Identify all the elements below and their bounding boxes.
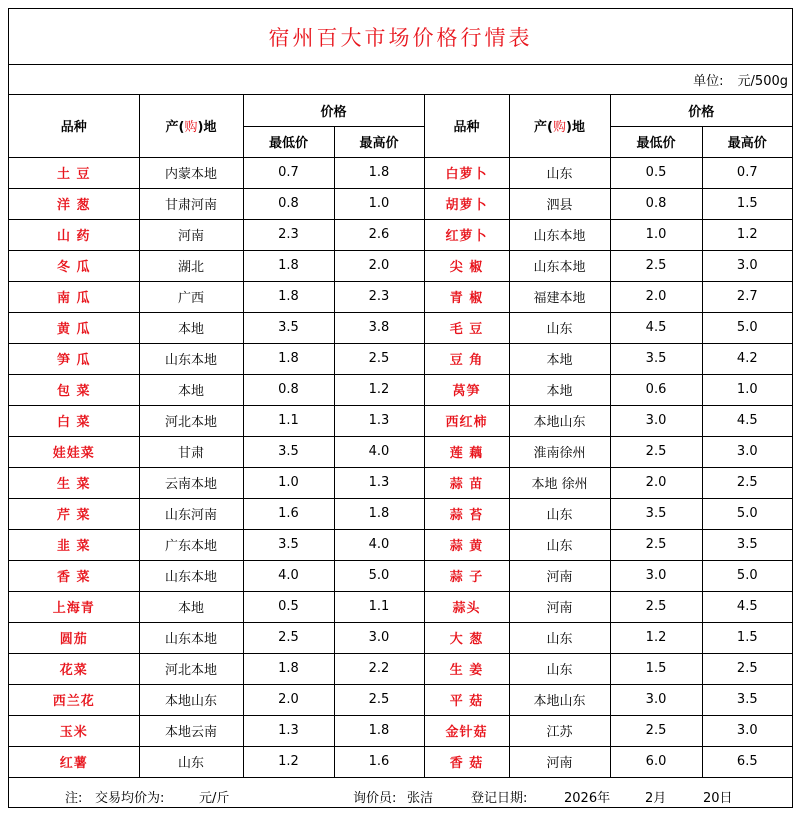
right-min-price-cell: 0.8 xyxy=(610,188,702,219)
left-min-price-cell: 3.5 xyxy=(243,436,334,467)
right-origin-cell: 山东 xyxy=(509,157,610,188)
left-name-cell: 洋 葱 xyxy=(9,188,139,219)
left-min-price-cell: 1.6 xyxy=(243,498,334,529)
right-name-cell: 蒜 苗 xyxy=(424,467,509,498)
left-origin-cell: 本地 xyxy=(139,374,243,405)
price-sheet xyxy=(8,8,793,808)
right-max-price-cell: 2.5 xyxy=(702,653,792,684)
table-row xyxy=(9,374,792,405)
header-name-left: 品种 xyxy=(9,95,139,157)
right-name-cell: 莴笋 xyxy=(424,374,509,405)
header-max-left: 最高价 xyxy=(334,126,424,157)
left-origin-cell: 山东本地 xyxy=(139,560,243,591)
right-name-cell: 蒜 子 xyxy=(424,560,509,591)
left-name-cell: 黄 瓜 xyxy=(9,312,139,343)
left-origin-cell: 河北本地 xyxy=(139,653,243,684)
price-table xyxy=(9,95,792,778)
right-name-cell: 毛 豆 xyxy=(424,312,509,343)
table-row xyxy=(9,591,792,622)
left-min-price-cell: 3.5 xyxy=(243,529,334,560)
right-origin-cell: 山东 xyxy=(509,653,610,684)
left-origin-cell: 山东 xyxy=(139,746,243,777)
right-origin-cell: 泗县 xyxy=(509,188,610,219)
right-max-price-cell: 3.0 xyxy=(702,715,792,746)
right-origin-cell: 本地 xyxy=(509,374,610,405)
right-name-cell: 蒜 黄 xyxy=(424,529,509,560)
left-name-cell: 花菜 xyxy=(9,653,139,684)
right-origin-cell: 本地山东 xyxy=(509,405,610,436)
left-min-price-cell: 1.0 xyxy=(243,467,334,498)
right-min-price-cell: 2.5 xyxy=(610,436,702,467)
left-max-price-cell: 2.5 xyxy=(334,684,424,715)
left-origin-cell: 本地云南 xyxy=(139,715,243,746)
left-min-price-cell: 1.8 xyxy=(243,653,334,684)
right-origin-cell: 福建本地 xyxy=(509,281,610,312)
left-max-price-cell: 4.0 xyxy=(334,529,424,560)
right-max-price-cell: 1.5 xyxy=(702,622,792,653)
left-min-price-cell: 0.5 xyxy=(243,591,334,622)
right-origin-cell: 山东 xyxy=(509,529,610,560)
right-name-cell: 尖 椒 xyxy=(424,250,509,281)
left-name-cell: 包 菜 xyxy=(9,374,139,405)
right-max-price-cell: 0.7 xyxy=(702,157,792,188)
right-max-price-cell: 3.0 xyxy=(702,250,792,281)
right-name-cell: 白萝卜 xyxy=(424,157,509,188)
table-row xyxy=(9,436,792,467)
footer-year: 2026年 xyxy=(564,791,611,806)
right-name-cell: 金针菇 xyxy=(424,715,509,746)
table-row xyxy=(9,622,792,653)
right-origin-cell: 本地山东 xyxy=(509,684,610,715)
left-max-price-cell: 4.0 xyxy=(334,436,424,467)
left-origin-cell: 湖北 xyxy=(139,250,243,281)
left-origin-cell: 云南本地 xyxy=(139,467,243,498)
right-name-cell: 大 葱 xyxy=(424,622,509,653)
table-row xyxy=(9,560,792,591)
right-min-price-cell: 3.5 xyxy=(610,498,702,529)
left-max-price-cell: 2.6 xyxy=(334,219,424,250)
right-max-price-cell: 3.5 xyxy=(702,684,792,715)
left-max-price-cell: 1.8 xyxy=(334,157,424,188)
left-max-price-cell: 1.6 xyxy=(334,746,424,777)
sheet-title: 宿州百大市场价格行情表 xyxy=(9,9,792,65)
left-max-price-cell: 3.8 xyxy=(334,312,424,343)
left-origin-cell: 广东本地 xyxy=(139,529,243,560)
right-name-cell: 蒜 苔 xyxy=(424,498,509,529)
right-min-price-cell: 1.2 xyxy=(610,622,702,653)
left-origin-cell: 内蒙本地 xyxy=(139,157,243,188)
right-min-price-cell: 0.6 xyxy=(610,374,702,405)
left-name-cell: 玉米 xyxy=(9,715,139,746)
left-max-price-cell: 1.2 xyxy=(334,374,424,405)
table-row xyxy=(9,653,792,684)
right-min-price-cell: 6.0 xyxy=(610,746,702,777)
right-max-price-cell: 5.0 xyxy=(702,560,792,591)
right-origin-cell: 本地 xyxy=(509,343,610,374)
left-max-price-cell: 5.0 xyxy=(334,560,424,591)
right-max-price-cell: 6.5 xyxy=(702,746,792,777)
right-origin-cell: 河南 xyxy=(509,591,610,622)
right-origin-cell: 本地 徐州 xyxy=(509,467,610,498)
footer-month: 2月 xyxy=(645,791,667,806)
unit-label: 单位: xyxy=(693,74,724,89)
footer-note-label: 注: xyxy=(65,791,83,806)
footer-inquirer-name: 张洁 xyxy=(407,791,434,806)
left-name-cell: 西兰花 xyxy=(9,684,139,715)
left-max-price-cell: 1.3 xyxy=(334,467,424,498)
header-max-right: 最高价 xyxy=(702,126,792,157)
right-name-cell: 生 姜 xyxy=(424,653,509,684)
right-min-price-cell: 2.5 xyxy=(610,591,702,622)
table-row xyxy=(9,312,792,343)
table-row xyxy=(9,250,792,281)
left-max-price-cell: 1.8 xyxy=(334,715,424,746)
table-row xyxy=(9,188,792,219)
right-origin-cell: 河南 xyxy=(509,746,610,777)
left-origin-cell: 河南 xyxy=(139,219,243,250)
right-max-price-cell: 1.2 xyxy=(702,219,792,250)
right-max-price-cell: 2.7 xyxy=(702,281,792,312)
header-price-right: 价格 xyxy=(610,95,792,126)
left-origin-cell: 山东本地 xyxy=(139,343,243,374)
left-min-price-cell: 0.7 xyxy=(243,157,334,188)
left-name-cell: 白 菜 xyxy=(9,405,139,436)
table-row xyxy=(9,684,792,715)
left-min-price-cell: 1.2 xyxy=(243,746,334,777)
left-max-price-cell: 1.0 xyxy=(334,188,424,219)
left-origin-cell: 甘肃 xyxy=(139,436,243,467)
right-name-cell: 香 菇 xyxy=(424,746,509,777)
left-origin-cell: 本地 xyxy=(139,312,243,343)
left-origin-cell: 本地 xyxy=(139,591,243,622)
table-row xyxy=(9,715,792,746)
right-origin-cell: 山东 xyxy=(509,312,610,343)
table-row xyxy=(9,219,792,250)
right-name-cell: 平 菇 xyxy=(424,684,509,715)
left-name-cell: 香 菜 xyxy=(9,560,139,591)
left-min-price-cell: 2.3 xyxy=(243,219,334,250)
footer-date-label: 登记日期: xyxy=(471,791,528,806)
right-min-price-cell: 2.0 xyxy=(610,467,702,498)
right-min-price-cell: 1.5 xyxy=(610,653,702,684)
right-name-cell: 莲 藕 xyxy=(424,436,509,467)
left-max-price-cell: 3.0 xyxy=(334,622,424,653)
table-row xyxy=(9,498,792,529)
right-min-price-cell: 3.5 xyxy=(610,343,702,374)
footer-avg-unit: 元/斤 xyxy=(199,791,230,806)
left-name-cell: 生 菜 xyxy=(9,467,139,498)
right-name-cell: 西红柿 xyxy=(424,405,509,436)
left-name-cell: 红薯 xyxy=(9,746,139,777)
left-name-cell: 南 瓜 xyxy=(9,281,139,312)
left-name-cell: 土 豆 xyxy=(9,157,139,188)
right-name-cell: 豆 角 xyxy=(424,343,509,374)
table-row xyxy=(9,467,792,498)
right-min-price-cell: 3.0 xyxy=(610,405,702,436)
header-origin-right: 产(购)地 xyxy=(509,95,610,157)
right-max-price-cell: 4.2 xyxy=(702,343,792,374)
footer xyxy=(9,781,792,808)
left-name-cell: 韭 菜 xyxy=(9,529,139,560)
left-max-price-cell: 2.0 xyxy=(334,250,424,281)
left-name-cell: 芹 菜 xyxy=(9,498,139,529)
unit-value: 元/500g xyxy=(737,74,788,89)
right-origin-cell: 江苏 xyxy=(509,715,610,746)
left-min-price-cell: 1.1 xyxy=(243,405,334,436)
footer-day: 20日 xyxy=(703,791,733,806)
right-name-cell: 青 椒 xyxy=(424,281,509,312)
table-row xyxy=(9,405,792,436)
left-min-price-cell: 1.3 xyxy=(243,715,334,746)
left-min-price-cell: 0.8 xyxy=(243,374,334,405)
header-min-left: 最低价 xyxy=(243,126,334,157)
footer-avg-label: 交易均价为: xyxy=(95,791,165,806)
table-row xyxy=(9,157,792,188)
left-max-price-cell: 2.5 xyxy=(334,343,424,374)
right-max-price-cell: 3.0 xyxy=(702,436,792,467)
left-max-price-cell: 2.2 xyxy=(334,653,424,684)
right-max-price-cell: 5.0 xyxy=(702,312,792,343)
left-name-cell: 山 药 xyxy=(9,219,139,250)
left-min-price-cell: 1.8 xyxy=(243,250,334,281)
right-name-cell: 红萝卜 xyxy=(424,219,509,250)
table-row xyxy=(9,746,792,777)
table-row xyxy=(9,281,792,312)
right-max-price-cell: 4.5 xyxy=(702,405,792,436)
right-min-price-cell: 3.0 xyxy=(610,684,702,715)
right-max-price-cell: 5.0 xyxy=(702,498,792,529)
left-name-cell: 笋 瓜 xyxy=(9,343,139,374)
right-min-price-cell: 0.5 xyxy=(610,157,702,188)
right-max-price-cell: 2.5 xyxy=(702,467,792,498)
header-min-right: 最低价 xyxy=(610,126,702,157)
left-min-price-cell: 2.0 xyxy=(243,684,334,715)
right-origin-cell: 淮南徐州 xyxy=(509,436,610,467)
unit-row xyxy=(9,65,792,95)
right-max-price-cell: 3.5 xyxy=(702,529,792,560)
left-min-price-cell: 2.5 xyxy=(243,622,334,653)
left-name-cell: 娃娃菜 xyxy=(9,436,139,467)
left-origin-cell: 甘肃河南 xyxy=(139,188,243,219)
left-min-price-cell: 4.0 xyxy=(243,560,334,591)
left-origin-cell: 河北本地 xyxy=(139,405,243,436)
header-origin-left: 产(购)地 xyxy=(139,95,243,157)
right-min-price-cell: 2.5 xyxy=(610,715,702,746)
footer-inquirer-label: 询价员: xyxy=(353,791,397,806)
left-name-cell: 上海青 xyxy=(9,591,139,622)
header-name-right: 品种 xyxy=(424,95,509,157)
left-min-price-cell: 3.5 xyxy=(243,312,334,343)
header-price-left: 价格 xyxy=(243,95,424,126)
table-row xyxy=(9,529,792,560)
right-max-price-cell: 1.5 xyxy=(702,188,792,219)
right-origin-cell: 河南 xyxy=(509,560,610,591)
right-min-price-cell: 2.0 xyxy=(610,281,702,312)
right-name-cell: 胡萝卜 xyxy=(424,188,509,219)
right-min-price-cell: 3.0 xyxy=(610,560,702,591)
left-name-cell: 圆茄 xyxy=(9,622,139,653)
right-origin-cell: 山东 xyxy=(509,498,610,529)
right-min-price-cell: 4.5 xyxy=(610,312,702,343)
left-min-price-cell: 1.8 xyxy=(243,281,334,312)
right-origin-cell: 山东本地 xyxy=(509,219,610,250)
left-max-price-cell: 1.1 xyxy=(334,591,424,622)
right-max-price-cell: 1.0 xyxy=(702,374,792,405)
table-row xyxy=(9,343,792,374)
right-max-price-cell: 4.5 xyxy=(702,591,792,622)
left-name-cell: 冬 瓜 xyxy=(9,250,139,281)
right-origin-cell: 山东本地 xyxy=(509,250,610,281)
left-origin-cell: 本地山东 xyxy=(139,684,243,715)
right-name-cell: 蒜头 xyxy=(424,591,509,622)
right-origin-cell: 山东 xyxy=(509,622,610,653)
right-min-price-cell: 1.0 xyxy=(610,219,702,250)
right-min-price-cell: 2.5 xyxy=(610,250,702,281)
left-min-price-cell: 1.8 xyxy=(243,343,334,374)
left-origin-cell: 广西 xyxy=(139,281,243,312)
left-max-price-cell: 1.3 xyxy=(334,405,424,436)
left-origin-cell: 山东河南 xyxy=(139,498,243,529)
left-max-price-cell: 2.3 xyxy=(334,281,424,312)
left-max-price-cell: 1.8 xyxy=(334,498,424,529)
left-min-price-cell: 0.8 xyxy=(243,188,334,219)
left-origin-cell: 山东本地 xyxy=(139,622,243,653)
right-min-price-cell: 2.5 xyxy=(610,529,702,560)
